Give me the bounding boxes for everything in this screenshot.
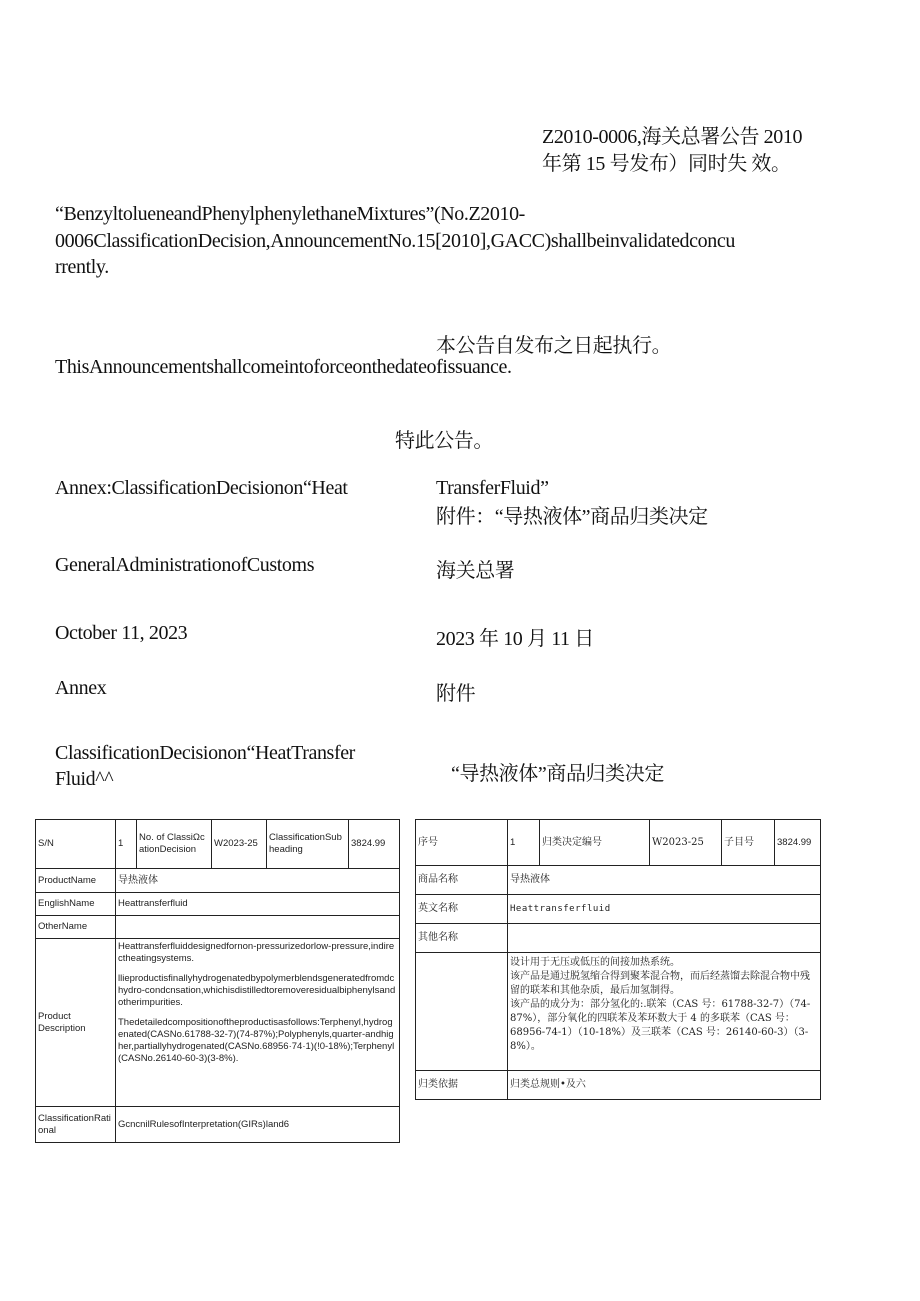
decision-title-en-line1: ClassificationDecisionon“HeatTransfer (55, 742, 355, 764)
annex-heading-cn: 附件 (436, 683, 476, 705)
table-row (36, 1107, 400, 1143)
english-name-label: EnglishName (36, 893, 116, 916)
sn-value: 1 (116, 820, 137, 869)
other-name-label: OtherName (36, 916, 116, 939)
sn-value: 1 (508, 820, 540, 866)
sn-label: 序号 (416, 820, 508, 866)
invalidation-line2: 0006ClassificationDecision,AnnouncementNo.15[2010],GACC)shallbeinvalidatedconcu (55, 230, 735, 252)
effective-cn: 本公告自发布之日起执行。 (436, 335, 672, 357)
english-name-value: Heattransferfluid (508, 895, 821, 924)
date-en: October 11, 2023 (55, 622, 188, 644)
table-row (416, 924, 821, 953)
issuer-en: GeneralAdministrationofCustoms (55, 554, 315, 576)
table-row (36, 916, 400, 939)
decision-title-cn: “导热液体”商品归类决定 (451, 763, 664, 785)
description-value (116, 939, 400, 1107)
effective-en: ThisAnnouncementshallcomeintoforceonthedateofissuance. (55, 356, 512, 378)
decision-no-value: W2023-25 (212, 820, 267, 869)
issuer-cn: 海关总署 (436, 560, 515, 582)
table-row (416, 895, 821, 924)
description-paragraph: llieproductisfinallyhydrogenatedbypolymerblendsgeneratedfromdchydro-condcnsation,whichisdistilledtoremoveresidualbiphenylsandotherimpurities. (118, 973, 396, 1008)
product-name-value: 导热液体 (116, 869, 400, 893)
subheading-label: ClassificationSubheading (267, 820, 349, 869)
subheading-value: 3824.99 (349, 820, 400, 869)
classification-table-en (35, 819, 400, 1143)
hereby-announcement: 特此公告。 (395, 430, 493, 452)
decision-no-label: 归类决定编号 (540, 820, 650, 866)
product-name-value: 导热液体 (508, 866, 821, 895)
rational-value: GcncnilRulesofInterpretation(GIRs)land6 (116, 1107, 400, 1143)
description-value: 设计用于无压或低压的间接加热系统。 该产品是通过脱氢缩合得到聚苯混合物，而后经蒸馏去除混合物中残留的联苯和其他杂质，最后加氢制得。 该产品的成分为：部分氢化的:.联笨（CAS 号：61788-32-7）（74-87%），部分氧化的四联苯及苯环数大于 4 的多联苯（CAS 号：68956-74-1）（10-18%）及三联苯（CAS 号：26140-60-3）（3-8%）。 (508, 953, 821, 1071)
other-name-value (116, 916, 400, 939)
table-row (36, 893, 400, 916)
basis-value: 归类总规则•及六 (508, 1071, 821, 1100)
table-row (416, 866, 821, 895)
english-name-value: Heattransferfluid (116, 893, 400, 916)
description-paragraph: Heattransferfluiddesignedfornon-pressurizedorlow-pressure,indirectheatingsystems. (118, 941, 395, 964)
subheading-label: 子目号 (722, 820, 775, 866)
date-cn: 2023 年 10 月 11 日 (436, 628, 594, 650)
description-label-empty (416, 953, 508, 1071)
other-name-label: 其他名称 (416, 924, 508, 953)
classification-table-cn (415, 819, 821, 1100)
top-notice-line2: 年第 15 号发布）同时失 效。 (542, 153, 791, 175)
table-row (416, 820, 821, 866)
decision-no-value: W2023-25 (650, 820, 722, 866)
annex-en-left: Annex:ClassificationDecisionon“Heat (55, 477, 348, 499)
invalidation-line3: rrently. (55, 256, 109, 278)
annex-cn: 附件：“导热液体”商品归类决定 (436, 506, 708, 528)
sn-label: S/N (36, 820, 116, 869)
annex-heading-en: Annex (55, 677, 107, 699)
subheading-value: 3824.99 (775, 820, 821, 866)
table-row (36, 939, 400, 1107)
top-notice-line1: Z2010-0006,海关总署公告 2010 (542, 126, 803, 148)
invalidation-line1: “BenzyltolueneandPhenylphenylethaneMixtures”(No.Z2010- (55, 203, 525, 225)
product-name-label: 商品名称 (416, 866, 508, 895)
basis-label: 归类依据 (416, 1071, 508, 1100)
table-row (416, 1071, 821, 1100)
english-name-label: 英文名称 (416, 895, 508, 924)
decision-title-en-line2: Fluid^^ (55, 768, 114, 790)
description-label: Product Description (36, 939, 116, 1107)
other-name-value (508, 924, 821, 953)
annex-en-right: TransferFluid” (436, 477, 549, 499)
product-name-label: ProductName (36, 869, 116, 893)
table-row (36, 820, 400, 869)
table-row (36, 869, 400, 893)
table-row (416, 953, 821, 1071)
rational-label: ClassificationRational (36, 1107, 116, 1143)
description-paragraph: Thedetailedcompositionoftheproductisasfollows:Terphenyl,hydrogenated(CASNo.61788-32-7)(74-87%);Polyphenyls,quarter-andhigher,partiallyhydrogenated(CASNo.68956·74·1)(!0-18%);Terphenyl(CASNo.26140-60-3)(3-8%). (118, 1017, 395, 1064)
decision-no-label: No. of ClassiΩcationDecision (137, 820, 212, 869)
